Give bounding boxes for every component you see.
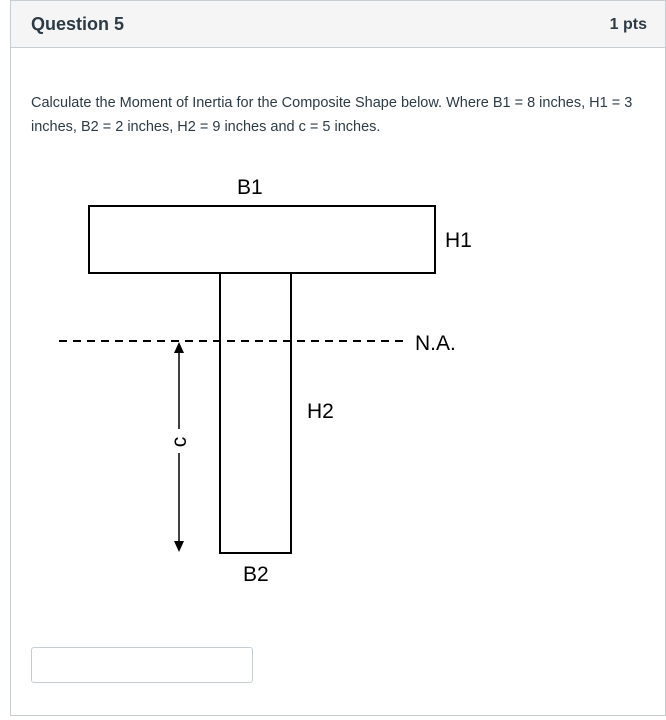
- label-b2: B2: [243, 563, 269, 586]
- question-points: 1 pts: [609, 16, 647, 33]
- flange-rectangle: [89, 206, 435, 273]
- c-arrow-up-icon: [174, 342, 184, 353]
- question-card: [10, 0, 666, 716]
- c-arrow-down-icon: [174, 541, 184, 552]
- label-c: c: [168, 436, 191, 448]
- label-h2: H2: [307, 400, 334, 423]
- composite-shape-figure: [11, 1, 665, 601]
- answer-input[interactable]: [31, 647, 253, 683]
- label-h1: H1: [445, 229, 472, 252]
- question-text: Calculate the Moment of Inertia for the Composite Shape below. Where B1 = 8 inches, H1 = 3 inches, B2 = 2 inches, H2 = 9 inches and c = 5 inches.: [31, 95, 633, 135]
- web-rectangle: [220, 273, 291, 553]
- label-b1: B1: [237, 176, 263, 199]
- label-na: N.A.: [415, 332, 456, 355]
- question-title: Question 5: [31, 14, 125, 34]
